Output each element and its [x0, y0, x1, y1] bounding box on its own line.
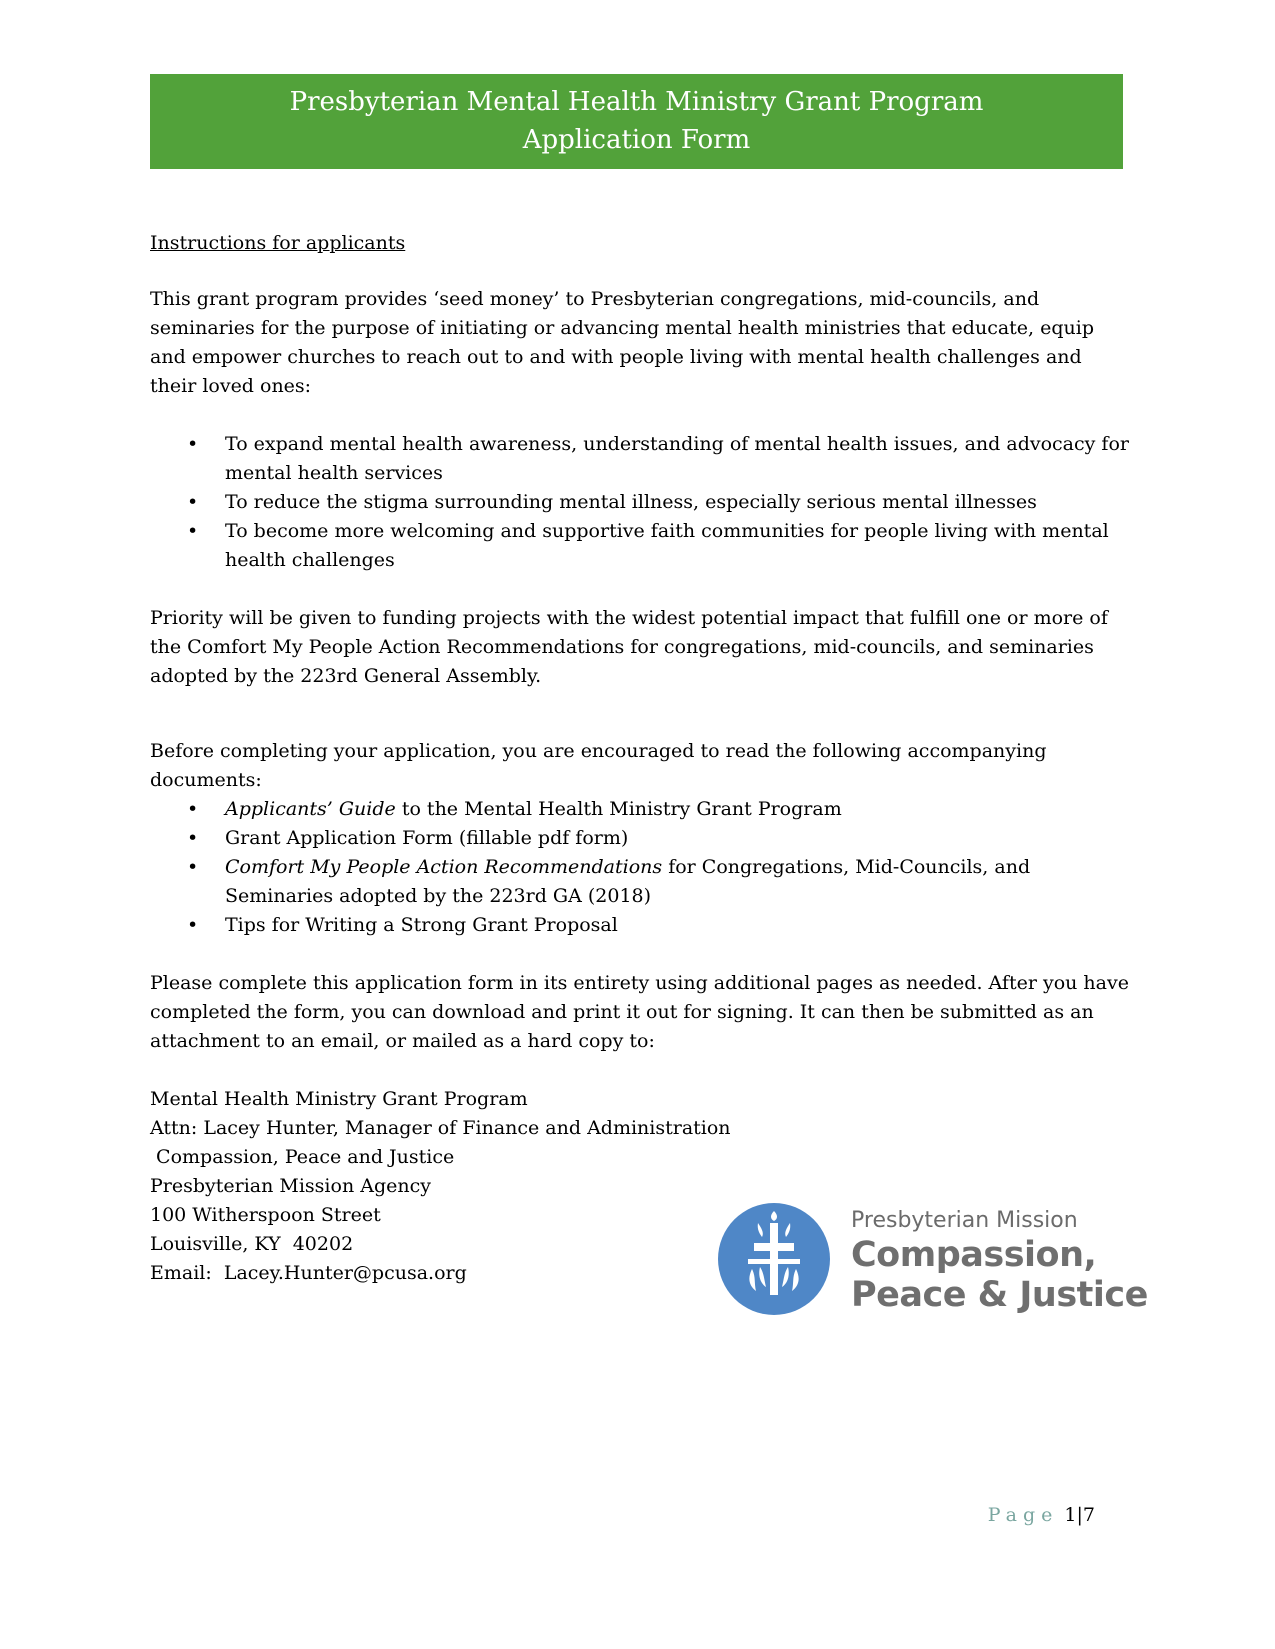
- bullet-icon: •: [187, 914, 199, 936]
- title-line-1: Presbyterian Mental Health Ministry Grant Program: [289, 87, 984, 117]
- documents-list: [150, 795, 1130, 940]
- page-total: 7: [1082, 1504, 1095, 1526]
- address-line: Attn: Lacey Hunter, Manager of Finance and Administration: [150, 1117, 731, 1139]
- logo-line-2: Compassion,: [851, 1235, 1097, 1275]
- address-line: Presbyterian Mission Agency: [150, 1175, 431, 1197]
- priority-paragraph: Priority will be given to funding projects with the widest potential impact that fulfill one or more of the Comfort My People Action Recommendations for congregations, mid-councils, and seminaries adopted by the 223rd General Assembly.: [150, 607, 1108, 687]
- list-item: • To become more welcoming and supportive faith communities for people living with mental health challenges: [150, 517, 1130, 575]
- bullet-icon: •: [187, 798, 199, 820]
- intro-paragraph: This grant program provides ‘seed money’ to Presbyterian congregations, mid-councils, and seminaries for the purpose of initiating or advancing mental health ministries that educate, equip and empower churches to reach out to and with people living with mental health challenges and their loved ones:: [150, 288, 1094, 397]
- presbyterian-seal-icon: [718, 1203, 830, 1315]
- list-item: • To expand mental health awareness, understanding of mental health issues, and advocacy for mental health services: [150, 430, 1130, 488]
- address-line: 100 Witherspoon Street: [150, 1204, 381, 1226]
- bullet-icon: •: [187, 491, 199, 513]
- title-banner: [150, 74, 1123, 169]
- bullet-icon: •: [187, 856, 199, 878]
- pcj-logo: [718, 1203, 1148, 1319]
- title-line-2: Application Form: [522, 125, 751, 155]
- bullet-icon: •: [187, 520, 199, 542]
- bullet-icon: •: [187, 433, 199, 455]
- email-line: Email: Lacey.Hunter@pcusa.org: [150, 1262, 467, 1284]
- list-item: • Tips for Writing a Strong Grant Proposal: [150, 911, 1130, 940]
- page-separator: |: [1076, 1504, 1083, 1526]
- logo-line-3: Peace & Justice: [851, 1275, 1148, 1315]
- list-item: • Comfort My People Action Recommendations for Congregations, Mid-Councils, and Seminaries adopted by the 223rd GA (2018): [150, 853, 1130, 911]
- address-line: Compassion, Peace and Justice: [150, 1146, 455, 1168]
- page-current: 1: [1064, 1504, 1077, 1526]
- logo-line-1: Presbyterian Mission: [851, 1208, 1078, 1233]
- bullet-icon: •: [187, 827, 199, 849]
- page-label: Page: [987, 1504, 1059, 1526]
- goals-list: [150, 430, 1130, 575]
- address-line: Louisville, KY 40202: [150, 1233, 354, 1255]
- document-body: [150, 230, 1130, 1288]
- address-line: Mental Health Ministry Grant Program: [150, 1088, 528, 1110]
- list-item: • Applicants’ Guide to the Mental Health Ministry Grant Program: [150, 795, 1130, 824]
- before-paragraph: Before completing your application, you are encouraged to read the following accompanying documents:: [150, 740, 1047, 791]
- page-footer: [988, 1503, 1095, 1527]
- logo-wordmark: [851, 1207, 1148, 1315]
- list-item: • Grant Application Form (fillable pdf form): [150, 824, 1130, 853]
- list-item: • To reduce the stigma surrounding mental illness, especially serious mental illnesses: [150, 488, 1130, 517]
- complete-paragraph: Please complete this application form in its entirety using additional pages as needed. After you have completed the form, you can download and print it out for signing. It can then be submitted as an attachment to an email, or mailed as a hard copy to:: [150, 972, 1129, 1052]
- instructions-heading: Instructions for applicants: [150, 232, 406, 254]
